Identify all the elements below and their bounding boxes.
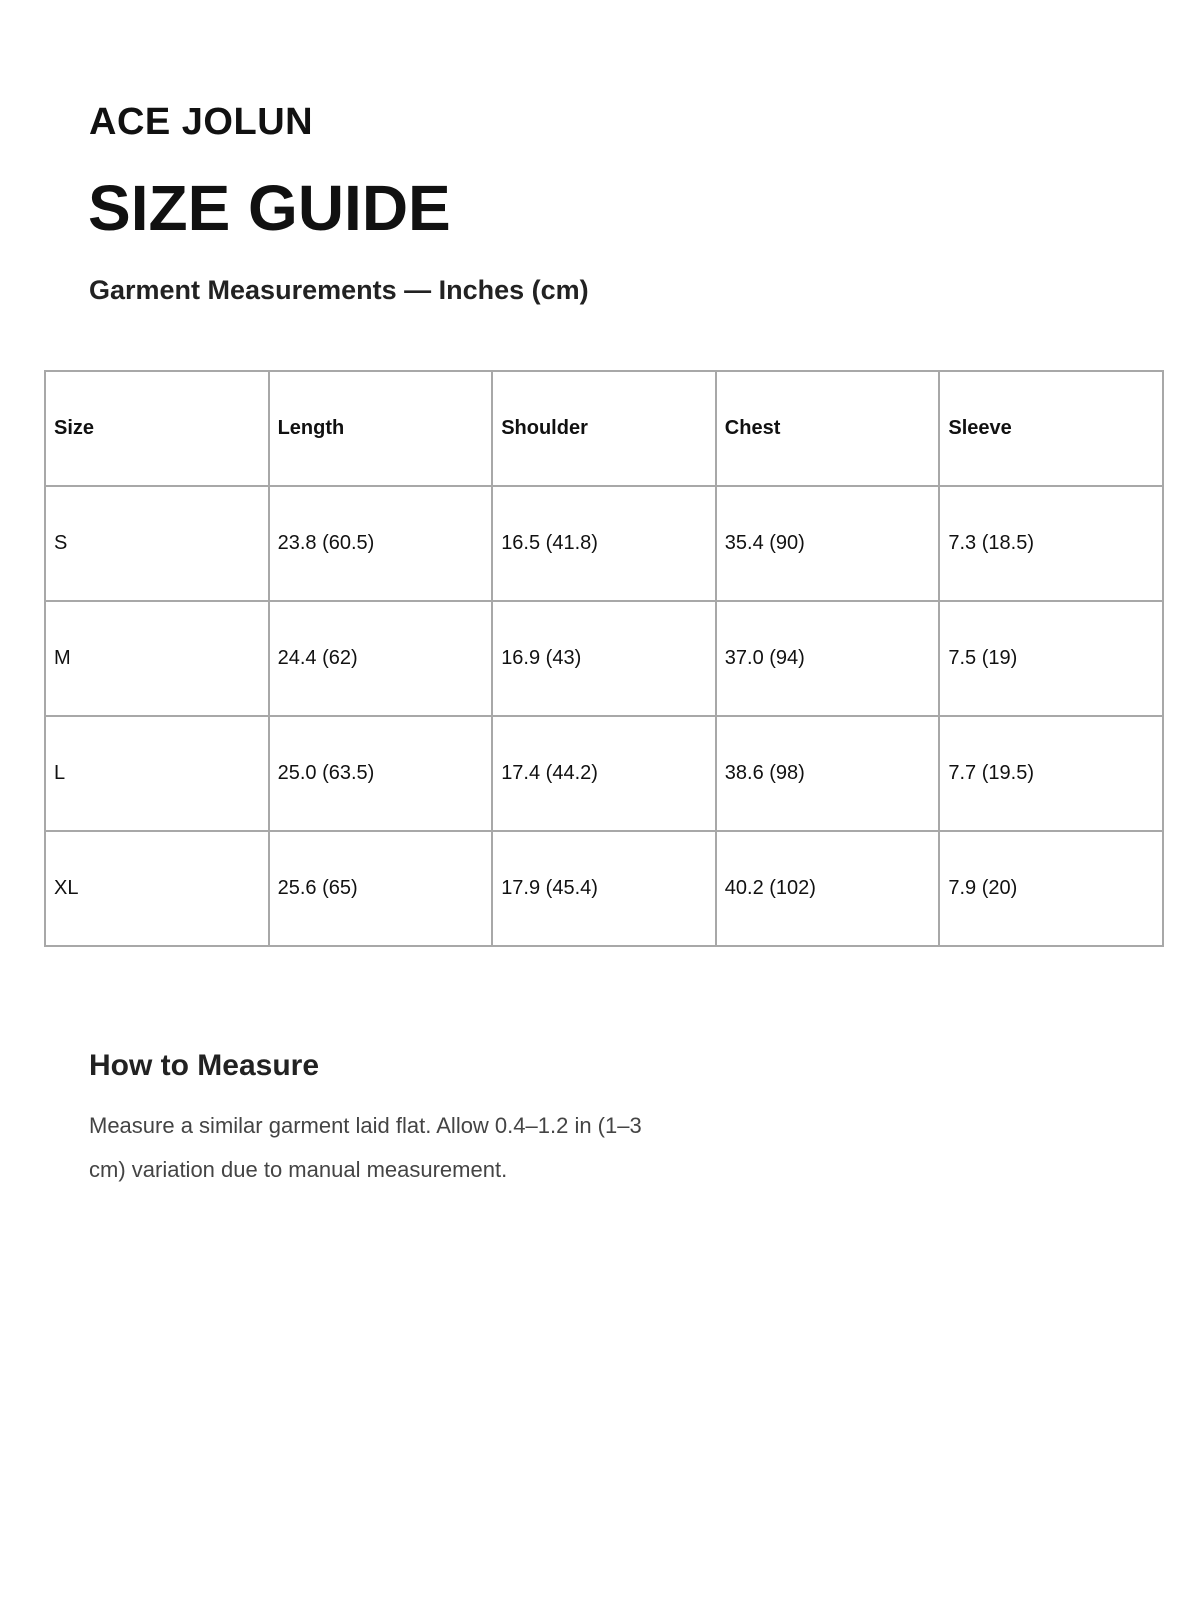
- table-cell-shoulder: 16.5 (41.8): [492, 486, 716, 601]
- table-cell-length: 23.8 (60.5): [269, 486, 493, 601]
- table-cell-length: 25.6 (65): [269, 831, 493, 946]
- table-header-row: [45, 371, 1163, 486]
- column-header-size: Size: [45, 371, 269, 486]
- table-cell-sleeve: 7.9 (20): [939, 831, 1163, 946]
- size-table: [44, 370, 1164, 947]
- page-subtitle: Garment Measurements — Inches (cm): [89, 275, 589, 305]
- table-cell-chest: 38.6 (98): [716, 716, 940, 831]
- table-row: [45, 831, 1163, 946]
- brand-name: ACE JOLUN: [89, 101, 314, 143]
- table-cell-shoulder: 17.4 (44.2): [492, 716, 716, 831]
- table-cell-length: 24.4 (62): [269, 601, 493, 716]
- column-header-chest: Chest: [716, 371, 940, 486]
- column-header-length: Length: [269, 371, 493, 486]
- table-cell-sleeve: 7.5 (19): [939, 601, 1163, 716]
- table-cell-shoulder: 16.9 (43): [492, 601, 716, 716]
- column-header-shoulder: Shoulder: [492, 371, 716, 486]
- table-cell-size: S: [45, 486, 269, 601]
- table-cell-chest: 40.2 (102): [716, 831, 940, 946]
- table-cell-chest: 37.0 (94): [716, 601, 940, 716]
- table-cell-chest: 35.4 (90): [716, 486, 940, 601]
- table-cell-size: XL: [45, 831, 269, 946]
- table-cell-sleeve: 7.3 (18.5): [939, 486, 1163, 601]
- how-to-measure-text: Measure a similar garment laid flat. Allow 0.4–1.2 in (1–3 cm) variation due to manual measurement.: [89, 1113, 642, 1182]
- table-row: [45, 486, 1163, 601]
- table-cell-sleeve: 7.7 (19.5): [939, 716, 1163, 831]
- page-title: SIZE GUIDE: [88, 172, 451, 244]
- how-to-measure-title: How to Measure: [89, 1049, 320, 1082]
- table-row: [45, 601, 1163, 716]
- table-cell-size: L: [45, 716, 269, 831]
- table-cell-shoulder: 17.9 (45.4): [492, 831, 716, 946]
- table-row: [45, 716, 1163, 831]
- table-cell-length: 25.0 (63.5): [269, 716, 493, 831]
- table-cell-size: M: [45, 601, 269, 716]
- column-header-sleeve: Sleeve: [939, 371, 1163, 486]
